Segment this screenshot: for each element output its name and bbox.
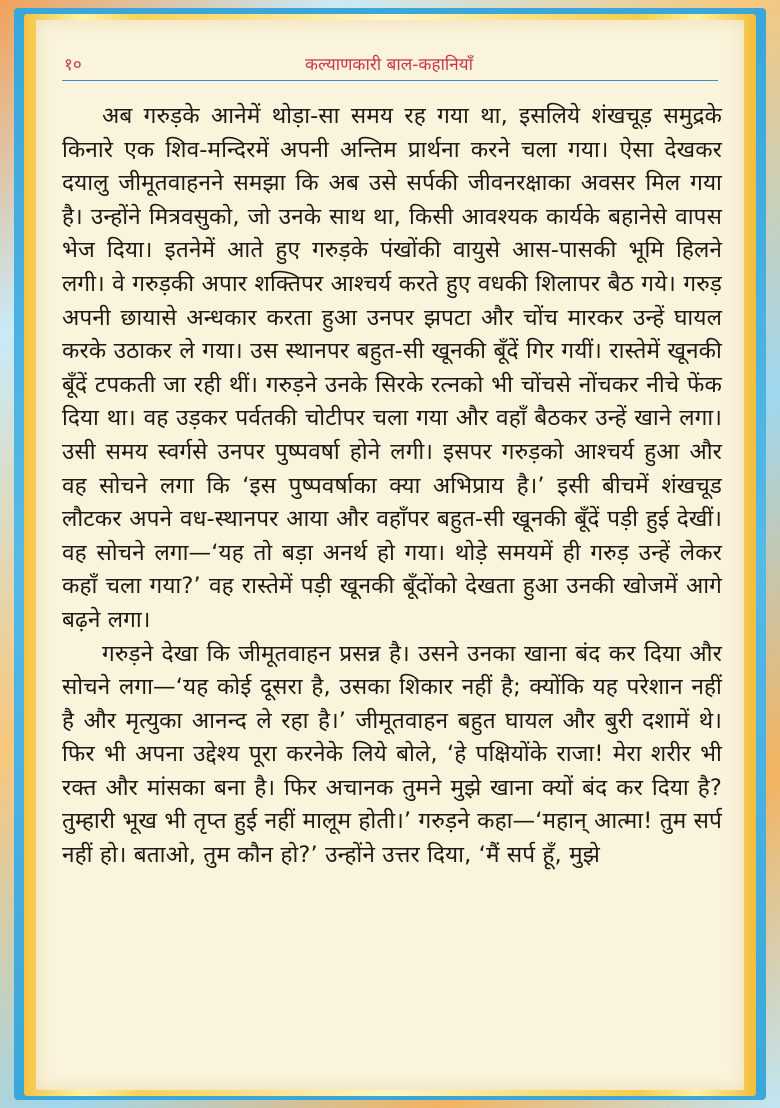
book-page — [36, 20, 744, 1090]
page-header — [64, 52, 714, 76]
header-divider — [62, 80, 718, 81]
page-number: १० — [64, 55, 82, 75]
story-body — [62, 100, 722, 873]
running-title: कल्याणकारी बाल-कहानियाँ — [305, 55, 473, 75]
paragraph-1: अब गरुड़के आनेमें थोड़ा-सा समय रह गया था, इसलिये शंखचूड़ समुद्रके किनारे एक शिव-मन्दिरमें अपनी अन्तिम प्रार्थना करने चला गया। ऐसा देखकर दयालु जीमूतवाहनने समझा कि अब उसे सर्पकी जीवनरक्षाका अवसर मिल गया है। उन्होंने मित्रवसुको, जो उनके साथ था, किसी आवश्यक कार्यके बहानेसे वापस भेज दिया। इतनेमें आते हुए गरुड़के पंखोंकी वायुसे आस-पासकी भूमि हिलने लगी। वे गरुड़की अपार शक्तिपर आश्चर्य करते हुए वधकी शिलापर बैठ गये। गरुड़ अपनी छायासे अन्धकार करता हुआ उनपर झपटा और चोंच मारकर उन्हें घायल करके उठाकर ले गया। उस स्थानपर बहुत-सी खूनकी बूँदें गिर गयीं। रास्तेमें खूनकी बूँदें टपकती जा रही थीं। गरुड़ने उनके सिरके रत्नको भी चोंचसे नोंचकर नीचे फेंक दिया था। वह उड़कर पर्वतकी चोटीपर चला गया और वहाँ बैठकर उन्हें खाने लगा। उसी समय स्वर्गसे उनपर पुष्पवर्षा होने लगी। इसपर गरुड़को आश्चर्य हुआ और वह सोचने लगा कि ‘इस पुष्पवर्षाका क्या अभिप्राय है।’ इसी बीचमें शंखचूड लौटकर अपने वध-स्थानपर आया और वहाँपर बहुत-सी खूनकी बूँदें पड़ी हुई देखीं। वह सोचने लगा—‘यह तो बड़ा अनर्थ हो गया। थोड़े समयमें ही गरुड़ उन्हें लेकर कहाँ चला गया?’ वह रास्तेमें पड़ी खूनकी बूँदोंको देखता हुआ उनकी खोजमें आगे बढ़ने लगा। — [62, 103, 722, 633]
paragraph-2: गरुड़ने देखा कि जीमूतवाहन प्रसन्न है। उसने उनका खाना बंद कर दिया और सोचने लगा—‘यह कोई दूसरा है, उसका शिकार नहीं है; क्योंकि यह परेशान नहीं है और मृत्युका आनन्द ले रहा है।’ जीमूतवाहन बहुत घायल और बुरी दशामें थे। फिर भी अपना उद्देश्य पूरा करनेके लिये बोले, ‘हे पक्षियोंके राजा! मेरा शरीर भी रक्त और मांसका बना है। फिर अचानक तुमने मुझे खाना क्यों बंद कर दिया है? तुम्हारी भूख भी तृप्त हुई नहीं मालूम होती।’ गरुड़ने कहा—‘महान् आत्मा! तुम सर्प नहीं हो। बताओ, तुम कौन हो?’ उन्होंने उत्तर दिया, ‘मैं सर्प हूँ, मुझे — [62, 640, 722, 869]
